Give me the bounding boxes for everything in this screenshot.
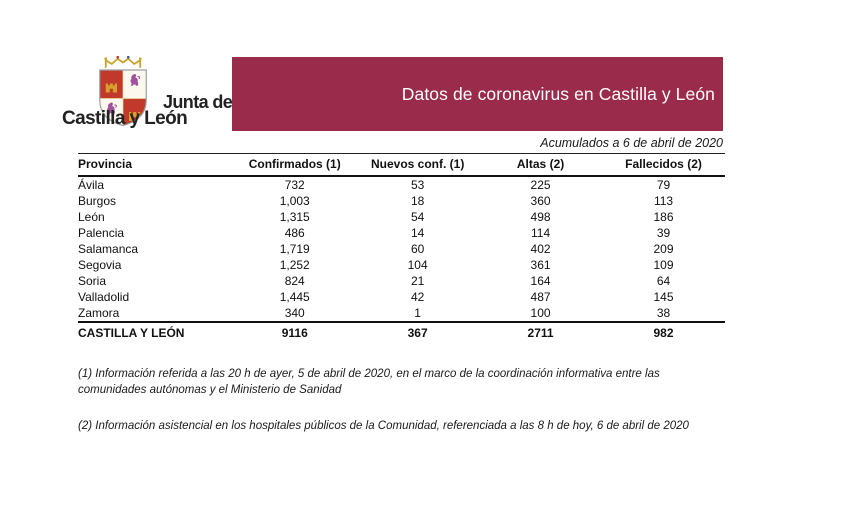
total-fallecidos: 982 [653,326,674,340]
cell-nuevos: 54 [410,210,425,224]
total-confirmados: 9116 [281,326,308,340]
table-row [78,241,725,257]
footnote-1: (1) Información referida a las 20 h de ayer, 5 de abril de 2020, en el marco de la coordinación informativa entre las comunidades autónomas y el Ministerio de Sanidad [78,368,660,397]
cell-nuevos: 18 [410,194,425,208]
cell-altas: 402 [530,242,551,256]
table-row [78,209,725,225]
cell-provincia: León [78,210,105,224]
logo-text-castilla: Castilla y León [62,108,188,129]
table-row [78,289,725,305]
table-row [78,193,725,209]
cell-fallecidos: 113 [653,194,674,208]
total-nuevos: 367 [407,326,428,340]
table-row [78,257,725,273]
cell-provincia: Ávila [78,178,105,192]
title-banner [232,57,723,131]
cell-confirmados: 486 [284,226,305,240]
logo-text-junta: Junta de [163,92,233,112]
covid-data-table [78,153,725,341]
table-row [78,225,725,241]
footnote-2: (2) Información asistencial en los hospitales públicos de la Comunidad, referenciada a las 8 h de hoy, 6 de abril de 2020 [78,420,689,432]
cell-provincia: Segovia [78,258,122,272]
table-row [78,176,725,193]
cell-altas: 164 [530,274,551,288]
cell-confirmados: 1,445 [279,290,310,304]
junta-logo [62,55,238,128]
cell-provincia: Valladolid [78,290,130,304]
cell-fallecidos: 145 [653,290,674,304]
cell-provincia: Zamora [78,305,233,322]
page-title: Datos de coronavirus en Castilla y León [401,83,715,104]
cell-nuevos: 53 [410,178,425,192]
cell-confirmados: 340 [233,305,356,322]
table-row [78,305,725,322]
accumulated-date: Acumulados a 6 de abril de 2020 [540,136,723,150]
column-header-provincia: Provincia [78,154,233,177]
total-label: CASTILLA Y LEÓN [78,326,185,340]
crown-icon [104,56,141,68]
cell-altas: 498 [530,210,551,224]
cell-nuevos: 21 [410,274,425,288]
column-header-confirmados: Confirmados (1) [233,154,356,177]
cell-altas: 360 [530,194,551,208]
cell-altas: 225 [530,178,551,192]
column-header-altas: Altas (2) [479,154,602,177]
column-header-nuevos: Nuevos conf. (1) [356,154,479,177]
cell-provincia: Palencia [78,226,125,240]
castle-icon [106,84,117,93]
cell-confirmados: 1,315 [279,210,310,224]
cell-provincia: Soria [78,274,107,288]
cell-fallecidos: 39 [656,226,671,240]
cell-confirmados: 732 [284,178,305,192]
cell-fallecidos: 109 [653,258,674,272]
table-header-row [78,154,725,177]
table-row [78,273,725,289]
cell-nuevos: 1 [356,305,479,322]
total-altas: 2711 [527,326,554,340]
cell-fallecidos: 209 [653,242,674,256]
cell-altas: 487 [530,290,551,304]
cell-confirmados: 824 [284,274,305,288]
cell-confirmados: 1,252 [279,258,310,272]
cell-altas: 114 [531,226,551,240]
cell-fallecidos: 64 [656,274,671,288]
cell-nuevos: 104 [407,258,428,272]
table-total-row [78,322,725,341]
column-header-fallecidos: Fallecidos (2) [602,154,725,177]
cell-altas: 100 [479,305,602,322]
cell-fallecidos: 38 [602,305,725,322]
cell-nuevos: 42 [410,290,425,304]
cell-fallecidos: 79 [656,178,671,192]
cell-confirmados: 1,003 [279,194,310,208]
cell-confirmados: 1,719 [279,242,310,256]
cell-provincia: Burgos [78,194,117,208]
cell-nuevos: 14 [410,226,425,240]
cell-fallecidos: 186 [653,210,674,224]
cell-nuevos: 60 [410,242,425,256]
cell-altas: 361 [530,258,551,272]
cell-provincia: Salamanca [78,242,139,256]
